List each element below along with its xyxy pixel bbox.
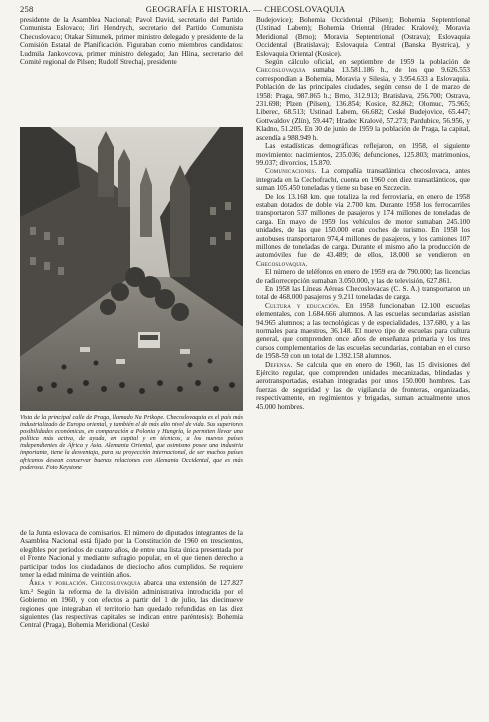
section-heading: Comunicaciones. <box>265 167 317 176</box>
paragraph: De los 13.168 km. que totaliza la red ferroviaria, en enero de 1958 estaban dotados de doble vía 2.700 km. Durante 1958 los ferrocarriles transportaron 537 millones de pasajeros y 174 millones de toneladas de carga. En mayo de 1959 los vehículos de motor sumaban 245.100 unidades, de las que 150.000 eran coches de turismo. En 1958 los autobuses transportaron 974,4 millones de pasajeros, y los camiones 107 millones de toneladas de carga. Durante el mismo año la producción de automóviles fue de 43.489; de ellos, 18.000 se vendieron en Checoslovaquia. <box>256 192 470 268</box>
country-name: Checoslovaquia <box>90 579 141 588</box>
left-column-bottom <box>20 529 243 707</box>
section-heading: Área y población. <box>29 579 88 588</box>
section-heading: Cultura y educación. <box>265 301 340 310</box>
paragraph: Las estadísticas demográficas reflejaron, en 1958, el siguiente movimiento: nacimientos, 235.036; defunciones, 125.803; matrimonios, 99.037; divorcios, 15.870. <box>256 142 470 167</box>
page-number: 258 <box>20 4 34 14</box>
paragraph <box>256 167 470 192</box>
paragraph-text: Se calcula que en enero de 1960, las 15 divisiones del Ejército regular, que comprenden unidades mecanizadas, blindadas y aerotransportadas, estaban integradas por unos 150.000 hombres. Las fuerzas de seguridad y las de vigilancia de fronteras, organizadas, respectivamente, en regimientos y brigadas, suman actualmente unos 45.000 hombres. <box>256 360 470 411</box>
left-column-top <box>20 16 243 143</box>
photo-caption <box>20 414 243 471</box>
photo-credit: Foto Keystone <box>45 463 82 471</box>
paragraph <box>20 579 243 629</box>
paragraph: Budejovice); Bohemia Occidental (Pilsen); Bohemia Septentrional (Ustinad Labem); Bohemia Oriental (Hradec Kralové); Moravia Meridional (Brno); Moravia Septentrional (Ostrava); Eslovaquia Occidental (Bratislava); Eslovaquia Central (Banska Bystrica), y Eslovaquia Oriental (Kosice). <box>256 16 470 58</box>
caption-text: Vista de la principal calle de Praga, llamado Na Prikope. Checoslovaquia es el país más industrializado de Europa oriental, y también el de más alto nivel de vida. Sus superiores posibilidades económicas, en comparación a Polonia y Hungría, le permiten llevar una política más activa, de ayuda, en capital y en técnicos, a los nuevos países independientes de África y Asia. Alemania Oriental, que asimismo posee una industria importante, tiene la desventaja, para su proyección internacional, de ser muchos países africanos desean conservar buenas relaciones con Alemania Occidental, que es más poderosa. <box>20 414 243 471</box>
paragraph: de la Junta eslovaca de comisarios. El número de diputados integrantes de la Asamblea Nacional está fijado por la Constitución de 1960 en trescientos, elegibles por períodos de cuatro años, de entre una lista única presentada por el Frente Nacional y mediante sufragio popular, en el que tienen derecho a participar todos los ciudadanos de dieciocho años cumplidos. Se requiere tener la edad mínima de veintiún años. <box>20 529 243 580</box>
right-column <box>256 16 470 704</box>
prague-street-photo-illustration <box>20 127 243 411</box>
running-title: GEOGRAFÍA E HISTORIA. — CHECOSLOVAQUIA <box>145 4 346 14</box>
paragraph <box>256 58 470 142</box>
paragraph-text: De los 13.168 km. que totaliza la red ferroviaria, en enero de 1958 estaban dotados de doble vía 2.700 km. Durante 1958 los ferrocarriles transportaron 537 millones de pasajeros y 174 millones de toneladas de carga. En mayo de 1959 los vehículos de motor sumaban 245.100 unidades, de las que 150.000 eran coches de turismo. En 1958 los autobuses transportaron 974,4 millones de pasajeros, y los camiones 107 millones de toneladas de carga. Durante el mismo año la producción de automóviles fue de 43.489; de ellos, 18.000 se vendieron en <box>256 192 470 260</box>
paragraph <box>256 361 470 411</box>
paragraph <box>256 302 470 361</box>
paragraph-text: abarca una extensión de 127.827 km.² Según la reforma de la división administrativa introducida por el Gobierno en 1960, y con efectos a partir del 1 de julio, las diecinueve regiones que integraban el territorio han quedado refundidas en las diez siguientes (las respectivas capitales se indican entre paréntesis): Bohemia Central (Praga), Bohemia Meridional (Ceské <box>20 579 243 630</box>
paragraph: En 1958 las Líneas Aéreas Checoslovacas (C. S. A.) transportaron un total de 468.000 pasajeros y 9.211 toneladas de carga. <box>256 285 470 302</box>
paragraph-text: Según cálculo oficial, en septiembre de 1959 la población de <box>265 58 470 67</box>
paragraph-text: sumaba 13.581.186 h., de los que 9.626.553 correspondían a Bohemia, Moravia y Silesia, y 3.954.633 a Eslovaquia. Población de las principales ciudades, según censo de 1 de marzo de 1958: Praga, 987.865 h.; Brno, 312.913; Bratislava, 256.700; Ostrava, 231.698; Plzen (Pilsen), 136.854; Kosice, 82.862; Olomuc, 75.965; Liberec, 68.513; Ustinad Labem, 66.682; Ceské Budejovice, 65.447; Gottwaldov (Zlín), 59.447; Hradec Kralové, 57.273; Pardubice, 56.956, y Kladno, 51.205. En 30 de junio de 1959 la población de Praga, la capital, ascendía a 988.949 h. <box>256 66 470 142</box>
paragraph: presidente de la Asamblea Nacional; Pavol David, secretario del Partido Comunista Eslovaco; Jiri Hendrych, secretario del Partido Comunista Checoslovaco; Otakar Simunek, primer ministro delegado y presidente de la Comisión Estatal de Planificación. Figuraban como miembros candidatos: Ludmila Jankovcova, primer ministro delegado; Jan Hlina, secretario del Comité regional de Pilsen; Rudolf Strechaj, presidente <box>20 16 243 67</box>
street-photo <box>20 127 243 411</box>
paragraph-text: La compañía transatlántica checoslovaca, antes integrada en la Cechofracht, cuenta en 1960 con diez transatlánticos, que suman 105.450 toneladas y tiene su base en Szczecin. <box>256 167 470 193</box>
country-name: Checoslovaquia <box>256 66 306 75</box>
country-name: Checoslovaquia <box>256 259 306 268</box>
section-heading: Defensa. <box>265 360 293 369</box>
paragraph: El número de teléfonos en enero de 1959 era de 790.000; las licencias de radiorrecepción sumaban 3.050.000, y las de televisión, 627.861. <box>256 268 470 285</box>
paragraph-text: En 1958 funcionaban 12.100 escuelas elementales, con 1.684.666 alumnos. A las escuelas secundarias asistían 94.965 alumnos; a las tecnológicas y de especialidades, 137.680, y a las normales para maestros, 36.148. El nuevo tipo de escuelas para cultura general, que comprenden once años de enseñanza primaria y los tres cursos complementarios de las escuelas secundarias, contaban en el curso de 1958-59 con un total de 1.392.158 alumnos. <box>256 301 470 361</box>
